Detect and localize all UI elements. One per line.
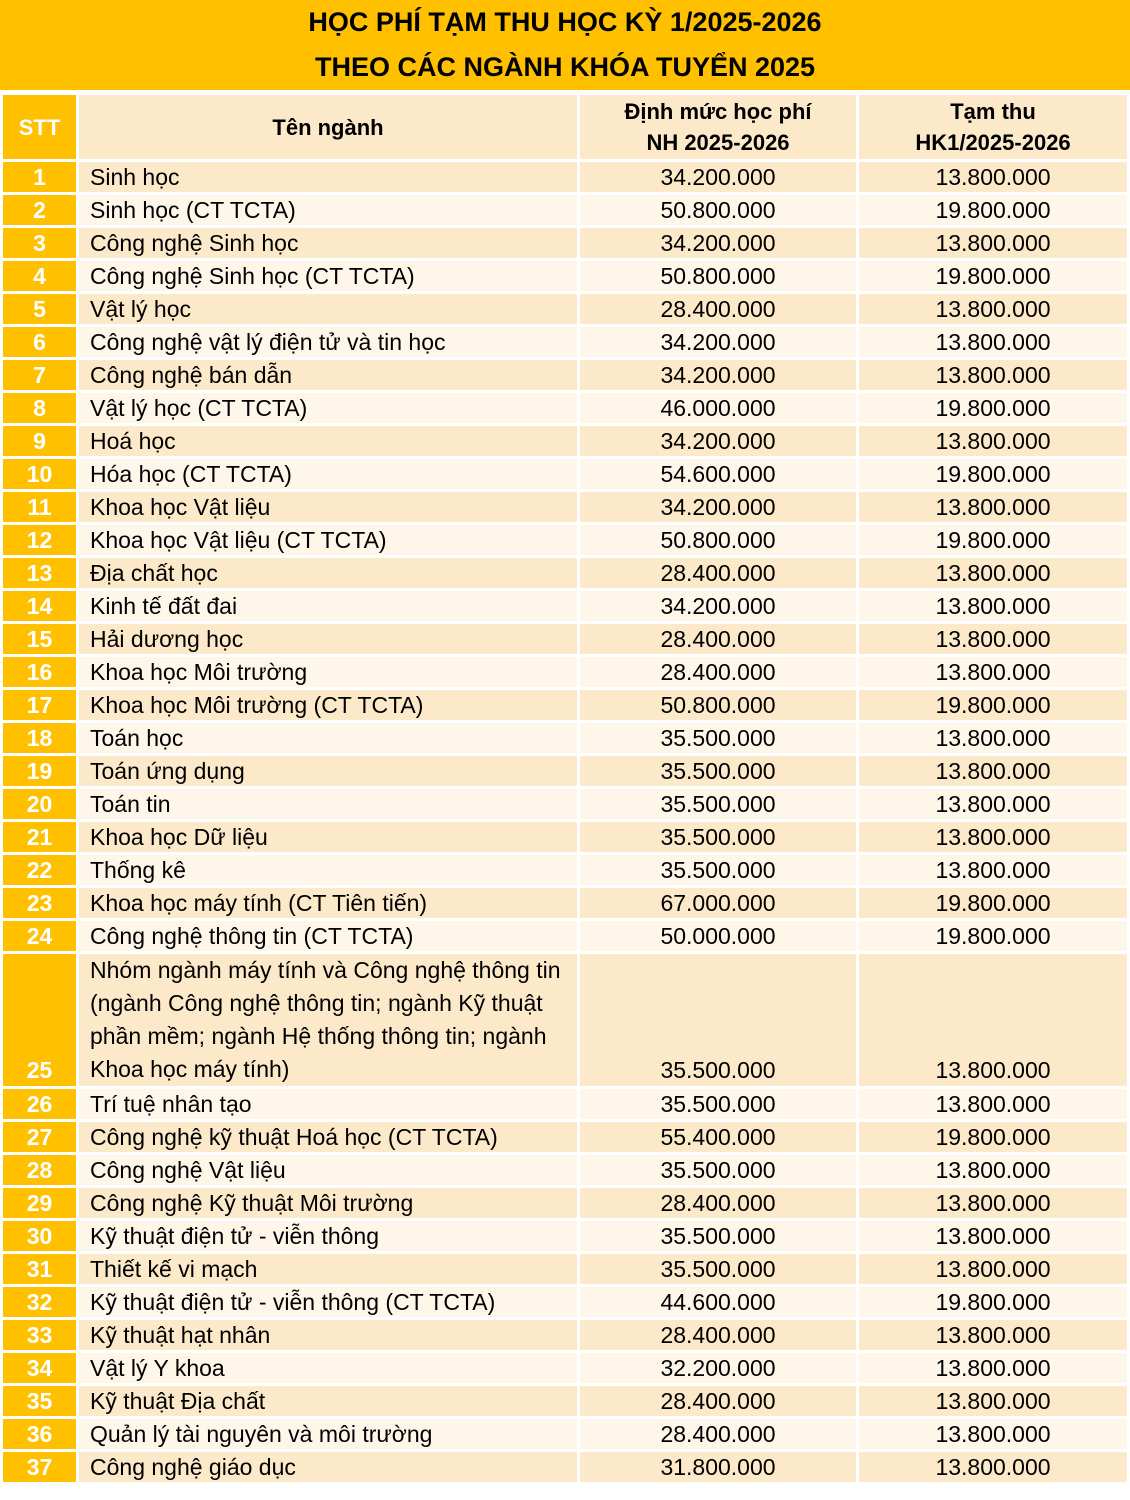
row-fee: 34.200.000 (580, 360, 856, 390)
row-fee: 28.400.000 (580, 1419, 856, 1449)
row-stt: 33 (3, 1320, 76, 1350)
page-title (0, 0, 1130, 90)
row-fee: 54.600.000 (580, 459, 856, 489)
row-temp: 13.800.000 (859, 1089, 1127, 1119)
row-temp: 19.800.000 (859, 393, 1127, 423)
row-stt: 29 (3, 1188, 76, 1218)
row-temp: 13.800.000 (859, 327, 1127, 357)
row-temp: 19.800.000 (859, 459, 1127, 489)
row-stt: 19 (3, 756, 76, 786)
row-stt: 24 (3, 921, 76, 951)
row-fee: 44.600.000 (580, 1287, 856, 1317)
row-name: Khoa học Vật liệu (79, 492, 577, 522)
row-fee: 28.400.000 (580, 657, 856, 687)
row-stt: 8 (3, 393, 76, 423)
table-row (3, 525, 1127, 555)
row-name: Vật lý học (CT TCTA) (79, 393, 577, 423)
header-temp-line-1: Tạm thu (950, 99, 1036, 124)
table-row (3, 1386, 1127, 1416)
row-name: Sinh học (CT TCTA) (79, 195, 577, 225)
row-stt: 12 (3, 525, 76, 555)
row-fee: 50.800.000 (580, 195, 856, 225)
row-temp: 13.800.000 (859, 1221, 1127, 1251)
row-stt: 35 (3, 1386, 76, 1416)
row-temp: 19.800.000 (859, 888, 1127, 918)
row-temp: 13.800.000 (859, 756, 1127, 786)
row-name: Hoá học (79, 426, 577, 456)
row-temp: 13.800.000 (859, 789, 1127, 819)
row-name: Kỹ thuật điện tử - viễn thông (79, 1221, 577, 1251)
row-stt: 6 (3, 327, 76, 357)
row-name: Công nghệ Vật liệu (79, 1155, 577, 1185)
row-stt: 1 (3, 162, 76, 192)
table-body (3, 162, 1127, 1482)
row-stt: 34 (3, 1353, 76, 1383)
row-name: Hóa học (CT TCTA) (79, 459, 577, 489)
table-row (3, 822, 1127, 852)
tuition-table (0, 92, 1130, 1485)
row-fee: 28.400.000 (580, 1320, 856, 1350)
row-name: Công nghệ Sinh học (CT TCTA) (79, 261, 577, 291)
table-row (3, 1419, 1127, 1449)
title-line-1: HỌC PHÍ TẠM THU HỌC KỲ 1/2025-2026 (308, 7, 822, 37)
row-temp: 13.800.000 (859, 558, 1127, 588)
row-fee: 50.000.000 (580, 921, 856, 951)
table-row (3, 558, 1127, 588)
row-fee: 55.400.000 (580, 1122, 856, 1152)
row-fee: 50.800.000 (580, 261, 856, 291)
row-fee: 28.400.000 (580, 624, 856, 654)
row-name: Kỹ thuật hạt nhân (79, 1320, 577, 1350)
row-fee: 28.400.000 (580, 558, 856, 588)
row-fee: 50.800.000 (580, 525, 856, 555)
row-name: Công nghệ bán dẫn (79, 360, 577, 390)
table-row (3, 1155, 1127, 1185)
row-stt: 7 (3, 360, 76, 390)
row-temp: 13.800.000 (859, 591, 1127, 621)
row-temp: 13.800.000 (859, 1254, 1127, 1284)
row-temp: 13.800.000 (859, 822, 1127, 852)
row-stt: 5 (3, 294, 76, 324)
row-fee: 35.500.000 (580, 855, 856, 885)
row-name: Thống kê (79, 855, 577, 885)
header-fee-line-2: NH 2025-2026 (646, 130, 790, 155)
row-fee: 46.000.000 (580, 393, 856, 423)
header-temp-line-2: HK1/2025-2026 (915, 130, 1071, 155)
row-fee: 34.200.000 (580, 591, 856, 621)
table-row (3, 162, 1127, 192)
row-stt: 9 (3, 426, 76, 456)
row-fee: 32.200.000 (580, 1353, 856, 1383)
row-stt: 20 (3, 789, 76, 819)
table-row (3, 1452, 1127, 1482)
row-name: Khoa học Vật liệu (CT TCTA) (79, 525, 577, 555)
table-row (3, 261, 1127, 291)
row-stt: 30 (3, 1221, 76, 1251)
title-line-2: THEO CÁC NGÀNH KHÓA TUYỂN 2025 (314, 52, 816, 82)
row-fee: 28.400.000 (580, 294, 856, 324)
row-stt: 21 (3, 822, 76, 852)
row-temp: 13.800.000 (859, 1353, 1127, 1383)
row-fee: 50.800.000 (580, 690, 856, 720)
row-fee: 34.200.000 (580, 228, 856, 258)
row-fee: 35.500.000 (580, 1254, 856, 1284)
row-temp: 13.800.000 (859, 657, 1127, 687)
row-name: Kỹ thuật Địa chất (79, 1386, 577, 1416)
row-stt: 36 (3, 1419, 76, 1449)
table-row (3, 855, 1127, 885)
row-stt: 14 (3, 591, 76, 621)
row-fee: 35.500.000 (580, 789, 856, 819)
row-temp: 13.800.000 (859, 855, 1127, 885)
row-name: Công nghệ kỹ thuật Hoá học (CT TCTA) (79, 1122, 577, 1152)
row-fee: 35.500.000 (580, 822, 856, 852)
table-row (3, 1089, 1127, 1119)
row-fee: 34.200.000 (580, 426, 856, 456)
row-temp: 13.800.000 (859, 162, 1127, 192)
row-temp: 19.800.000 (859, 195, 1127, 225)
row-stt: 26 (3, 1089, 76, 1119)
row-stt: 25 (3, 954, 76, 1086)
row-name: Sinh học (79, 162, 577, 192)
row-temp: 19.800.000 (859, 921, 1127, 951)
row-fee: 34.200.000 (580, 162, 856, 192)
row-fee: 35.500.000 (580, 723, 856, 753)
table-row (3, 921, 1127, 951)
row-stt: 3 (3, 228, 76, 258)
row-fee: 35.500.000 (580, 1155, 856, 1185)
row-name: Toán học (79, 723, 577, 753)
row-name: Công nghệ Sinh học (79, 228, 577, 258)
row-temp: 19.800.000 (859, 1122, 1127, 1152)
row-name: Khoa học Dữ liệu (79, 822, 577, 852)
table-row (3, 228, 1127, 258)
row-temp: 13.800.000 (859, 360, 1127, 390)
row-fee: 35.500.000 (580, 1089, 856, 1119)
row-stt: 37 (3, 1452, 76, 1482)
table-row (3, 1287, 1127, 1317)
table-row (3, 492, 1127, 522)
table-row (3, 789, 1127, 819)
row-temp: 13.800.000 (859, 1320, 1127, 1350)
row-temp: 19.800.000 (859, 1287, 1127, 1317)
table-row (3, 888, 1127, 918)
row-stt: 15 (3, 624, 76, 654)
row-name: Khoa học Môi trường (79, 657, 577, 687)
row-stt: 11 (3, 492, 76, 522)
row-temp: 13.800.000 (859, 1419, 1127, 1449)
header-stt: STT (3, 95, 76, 159)
row-temp: 13.800.000 (859, 1155, 1127, 1185)
row-stt: 4 (3, 261, 76, 291)
row-name: Nhóm ngành máy tính và Công nghệ thông tin (ngành Công nghệ thông tin; ngành Kỹ thuật phần mềm; ngành Hệ thống thông tin; ngành Khoa học máy tính) (79, 954, 577, 1086)
row-stt: 10 (3, 459, 76, 489)
row-stt: 18 (3, 723, 76, 753)
table-row (3, 360, 1127, 390)
table-row (3, 426, 1127, 456)
row-name: Công nghệ giáo dục (79, 1452, 577, 1482)
row-name: Kỹ thuật điện tử - viễn thông (CT TCTA) (79, 1287, 577, 1317)
row-fee: 28.400.000 (580, 1188, 856, 1218)
row-temp: 13.800.000 (859, 1188, 1127, 1218)
row-temp: 19.800.000 (859, 690, 1127, 720)
table-row (3, 624, 1127, 654)
row-stt: 22 (3, 855, 76, 885)
row-temp: 13.800.000 (859, 228, 1127, 258)
row-name: Toán ứng dụng (79, 756, 577, 786)
table-row (3, 1122, 1127, 1152)
table-row (3, 657, 1127, 687)
table-row (3, 756, 1127, 786)
table-row (3, 294, 1127, 324)
table-row (3, 459, 1127, 489)
row-name: Trí tuệ nhân tạo (79, 1089, 577, 1119)
row-temp: 13.800.000 (859, 624, 1127, 654)
row-temp: 13.800.000 (859, 294, 1127, 324)
row-fee: 67.000.000 (580, 888, 856, 918)
row-temp: 13.800.000 (859, 723, 1127, 753)
row-name: Thiết kế vi mạch (79, 1254, 577, 1284)
table-row (3, 1254, 1127, 1284)
row-stt: 2 (3, 195, 76, 225)
row-fee: 34.200.000 (580, 492, 856, 522)
row-temp: 13.800.000 (859, 492, 1127, 522)
row-temp: 13.800.000 (859, 1452, 1127, 1482)
row-stt: 16 (3, 657, 76, 687)
row-stt: 31 (3, 1254, 76, 1284)
row-fee: 35.500.000 (580, 756, 856, 786)
row-fee: 28.400.000 (580, 1386, 856, 1416)
table-row (3, 1320, 1127, 1350)
table-row (3, 690, 1127, 720)
table-row (3, 1188, 1127, 1218)
row-name: Khoa học Môi trường (CT TCTA) (79, 690, 577, 720)
table-row (3, 723, 1127, 753)
row-stt: 23 (3, 888, 76, 918)
row-stt: 32 (3, 1287, 76, 1317)
header-name: Tên ngành (79, 95, 577, 159)
row-temp: 19.800.000 (859, 525, 1127, 555)
row-stt: 13 (3, 558, 76, 588)
row-stt: 28 (3, 1155, 76, 1185)
row-fee: 34.200.000 (580, 327, 856, 357)
row-name: Khoa học máy tính (CT Tiên tiến) (79, 888, 577, 918)
row-name: Quản lý tài nguyên và môi trường (79, 1419, 577, 1449)
table-row (3, 327, 1127, 357)
row-name: Hải dương học (79, 624, 577, 654)
row-temp: 13.800.000 (859, 954, 1127, 1086)
row-name: Địa chất học (79, 558, 577, 588)
row-name: Vật lý Y khoa (79, 1353, 577, 1383)
header-fee-line-1: Định mức học phí (624, 99, 812, 124)
row-name: Vật lý học (79, 294, 577, 324)
row-name: Công nghệ Kỹ thuật Môi trường (79, 1188, 577, 1218)
header-temp (859, 95, 1127, 159)
table-row (3, 195, 1127, 225)
row-temp: 13.800.000 (859, 426, 1127, 456)
table-header-row (3, 95, 1127, 159)
table-row (3, 393, 1127, 423)
row-name: Công nghệ thông tin (CT TCTA) (79, 921, 577, 951)
table-row (3, 954, 1127, 1086)
row-fee: 31.800.000 (580, 1452, 856, 1482)
table-row (3, 1353, 1127, 1383)
row-name: Công nghệ vật lý điện tử và tin học (79, 327, 577, 357)
row-name: Toán tin (79, 789, 577, 819)
row-fee: 35.500.000 (580, 1221, 856, 1251)
row-stt: 27 (3, 1122, 76, 1152)
table-row (3, 591, 1127, 621)
table-row (3, 1221, 1127, 1251)
row-temp: 13.800.000 (859, 1386, 1127, 1416)
row-name: Kinh tế đất đai (79, 591, 577, 621)
row-stt: 17 (3, 690, 76, 720)
row-fee: 35.500.000 (580, 954, 856, 1086)
header-fee (580, 95, 856, 159)
row-temp: 19.800.000 (859, 261, 1127, 291)
